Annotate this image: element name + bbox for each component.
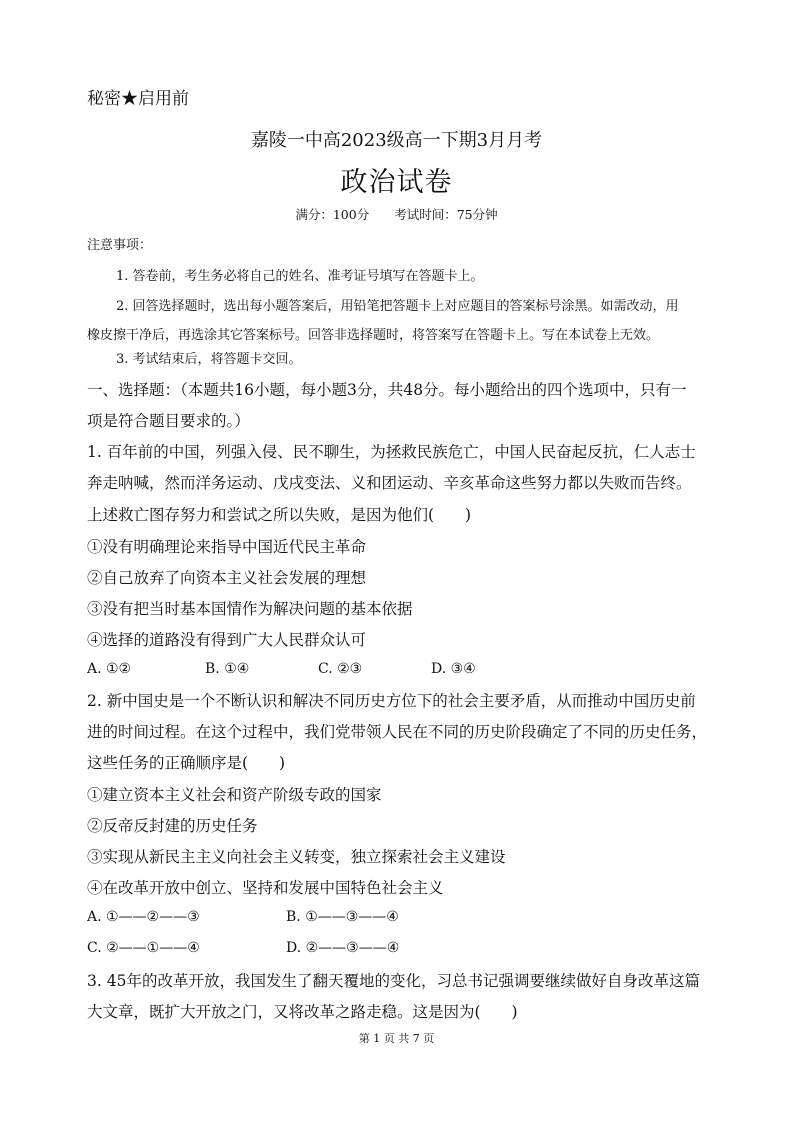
- q3-stem: 大文章，既扩大开放之门，又将改革之路走稳。这是因为( ): [87, 1003, 518, 1021]
- q2-statement: ③实现从新民主主义向社会主义转变，独立探索社会主义建设: [87, 848, 506, 866]
- q1-option-c: C. ②③: [318, 661, 363, 677]
- notice-item: 1. 答卷前，考生务必将自己的姓名、准考证号填写在答题卡上。: [116, 269, 484, 284]
- q1-option-b: B. ①④: [205, 661, 250, 677]
- q2-option-b: B. ①——③——④: [286, 909, 399, 925]
- q2-statement: ②反帝反封建的历史任务: [87, 817, 258, 835]
- q1-stem: 奔走呐喊，然而洋务运动、戊戌变法、义和团运动、辛亥革命这些努力都以失败而告终。: [87, 474, 692, 492]
- section-heading-cont: 项是符合题目要求的。）: [87, 412, 250, 430]
- q2-option-d: D. ②——③——④: [286, 940, 400, 956]
- q2-statement: ④在改革开放中创立、坚持和发展中国特色社会主义: [87, 879, 444, 897]
- notice-item: 2. 回答选择题时，选出每小题答案后，用铅笔把答题卡上对应题目的答案标号涂黑。如需改动，用: [116, 299, 679, 314]
- q1-statement: ②自己放弃了向资本主义社会发展的理想: [87, 569, 367, 587]
- q2-option-c: C. ②——①——④: [87, 940, 200, 956]
- q2-option-a: A. ①——②——③: [87, 909, 200, 925]
- secret-mark: 秘密★启用前: [87, 89, 189, 109]
- section-heading: 一、选择题：（本题共16小题，每小题3分，共48分。每小题给出的四个选项中，只有一: [87, 381, 687, 399]
- q1-stem: 1. 百年前的中国，列强入侵、民不聊生，为拯救民族危亡，中国人民奋起反抗，仁人志士: [87, 443, 696, 461]
- q1-stem: 上述救亡图存努力和尝试之所以失败，是因为他们( ): [87, 506, 472, 524]
- q2-stem: 2. 新中国史是一个不断认识和解决不同历史方位下的社会主要矛盾，从而推动中国历史前: [87, 692, 696, 710]
- q2-stem: 这些任务的正确顺序是( ): [87, 754, 286, 772]
- notice-item: 橡皮擦干净后，再选涂其它答案标号。回答非选择题时，将答案写在答题卡上。写在本试卷上无效。: [87, 328, 660, 343]
- notice-item: 3. 考试结束后，将答题卡交回。: [116, 352, 302, 367]
- q1-statement: ④选择的道路没有得到广大人民群众认可: [87, 631, 367, 649]
- q1-statement: ③没有把当时基本国情作为解决问题的基本依据: [87, 600, 413, 618]
- q3-stem: 3. 45年的改革开放，我国发生了翻天覆地的变化，习总书记强调要继续做好自身改革这篇: [87, 972, 700, 990]
- q2-statement: ①建立资本主义社会和资产阶级专政的国家: [87, 786, 382, 804]
- notice-title: 注意事项：: [87, 238, 153, 253]
- q2-stem: 进的时间过程。在这个过程中，我们党带领人民在不同的历史阶段确定了不同的历史任务，: [87, 723, 708, 741]
- subject-title: 政治试卷: [340, 167, 453, 198]
- q1-option-d: D. ③④: [431, 661, 476, 677]
- q1-statement: ①没有明确理论来指导中国近代民主革命: [87, 538, 367, 556]
- exam-name: 嘉陵一中高2023级高一下期3月月考: [250, 130, 543, 151]
- score-time-info: 满分：100分 考试时间：75分钟: [295, 207, 498, 222]
- page-footer: 第 1 页 共 7 页: [358, 1032, 435, 1045]
- q1-option-a: A. ①②: [87, 661, 132, 677]
